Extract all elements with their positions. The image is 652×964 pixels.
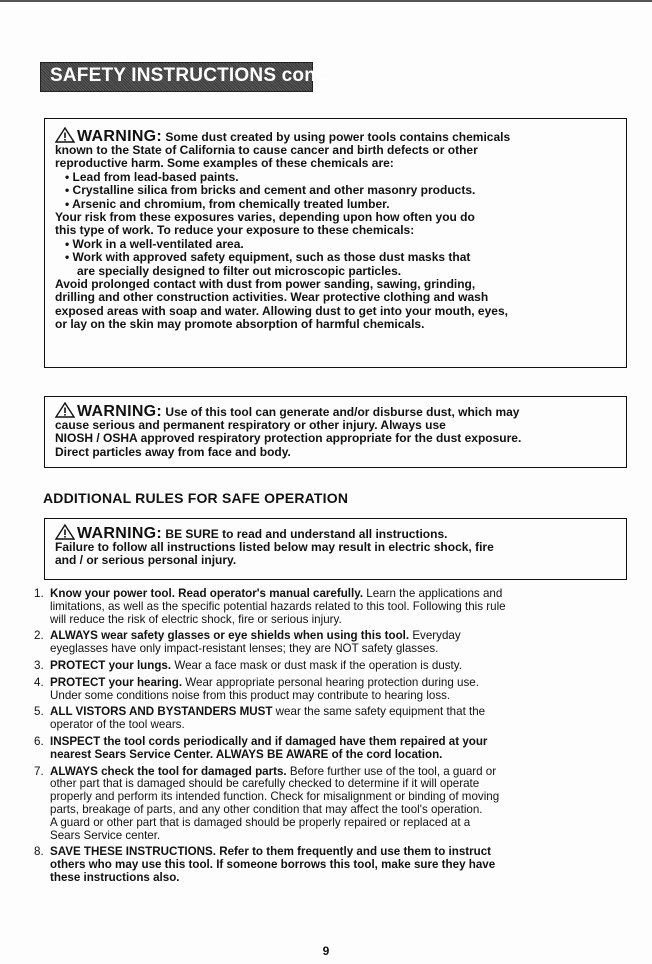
rule-text: will reduce the risk of electric shock, fire or serious injury. — [50, 612, 342, 626]
rule-item — [34, 846, 634, 884]
rule-bold: INSPECT the tool cords periodically and if damaged have them repaired at your — [50, 734, 488, 748]
rule-item — [34, 706, 634, 732]
section-heading: ADDITIONAL RULES FOR SAFE OPERATION — [43, 490, 349, 506]
warning-label: WARNING: — [77, 403, 163, 420]
rule-text: operator of the tool wears. — [50, 718, 185, 732]
rule-bold: these instructions also. — [50, 870, 180, 884]
rule-item — [34, 660, 634, 673]
section-banner — [40, 62, 329, 92]
rule-item — [34, 630, 634, 656]
rule-bold: SAVE THESE INSTRUCTIONS. Refer to them frequently and use them to instruct — [50, 845, 492, 859]
rule-number: 7. — [34, 764, 44, 778]
rule-text: Wear a face mask or dust mask if the operation is dusty. — [171, 658, 462, 672]
bullet-item: • Lead from lead-based paints. — [65, 169, 239, 184]
warning-text: Some dust created by using power tools contains chemicals — [165, 130, 511, 144]
rule-number: 8. — [34, 845, 44, 859]
warning-line: drilling and other construction activities. Wear protective clothing and wash — [55, 290, 489, 305]
warning-line: exposed areas with soap and water. Allowing dust to get into your mouth, eyes, — [55, 303, 508, 318]
rule-text: properly and perform its intended function. Check for misalignment or binding of moving — [50, 790, 500, 804]
rule-text: Under some conditions noise from this product may contribute to hearing loss. — [50, 688, 451, 702]
warning-header — [55, 524, 616, 541]
warning-line: Avoid prolonged contact with dust from power sanding, sawing, grinding, — [55, 277, 476, 292]
rule-bold: nearest Sears Service Center. ALWAYS BE AWARE of the cord location. — [50, 747, 443, 761]
rule-number: 1. — [34, 587, 44, 600]
rule-text: Learn the applications and — [363, 587, 503, 600]
rule-text: eyeglasses have only impact-resistant lenses; they are NOT safety glasses. — [50, 642, 439, 656]
rule-number: 2. — [34, 629, 44, 643]
warning-box-dust — [44, 396, 627, 468]
rule-text: limitations, as well as the specific potential hazards related to this tool. Following this rule — [50, 599, 506, 613]
rule-item — [34, 766, 634, 843]
rules-list — [34, 588, 634, 889]
rule-text: Everyday — [409, 629, 461, 643]
rule-text: Sears Service center. — [50, 828, 161, 842]
rule-bold: PROTECT your lungs. — [50, 658, 172, 672]
warning-triangle-icon — [55, 524, 75, 540]
rule-bold: ALWAYS check the tool for damaged parts. — [50, 764, 287, 778]
warning-line: Your risk from these exposures varies, depending upon how often you do — [55, 210, 475, 225]
rule-text: wear the same safety equipment that the — [272, 705, 486, 719]
warning-line: this type of work. To reduce your exposure to these chemicals: — [55, 223, 415, 238]
rule-bold: others who may use this tool. If someone borrows this tool, make sure they have — [50, 858, 496, 872]
banner-title: SAFETY INSTRUCTIONS cont. — [50, 65, 329, 86]
rule-number: 6. — [34, 734, 44, 748]
bullet-item: • Work in a well-ventilated area. — [65, 236, 244, 251]
warning-line: and / or serious personal injury. — [55, 553, 237, 568]
rule-bold: Know your power tool. Read operator's manual carefully. — [50, 587, 364, 600]
rule-item — [34, 588, 634, 626]
warning-label: WARNING: — [77, 128, 163, 145]
warning-box-chemicals — [44, 118, 627, 368]
top-rule — [0, 0, 652, 2]
warning-text: BE SURE to read and understand all instructions. — [165, 527, 448, 541]
warning-header — [55, 127, 616, 144]
warning-line: NIOSH / OSHA approved respiratory protection appropriate for the dust exposure. — [55, 431, 522, 446]
rule-bold: ALWAYS wear safety glasses or eye shields when using this tool. — [50, 629, 410, 643]
rule-number: 4. — [34, 675, 44, 689]
rule-text: Before further use of the tool, a guard or — [286, 764, 497, 778]
rule-text: A guard or other part that is damaged should be properly repaired or replaced at a — [50, 815, 471, 829]
warning-line: reproductive harm. Some examples of these chemicals are: — [55, 156, 394, 171]
rule-text: parts, breakage of parts, and any other condition that may affect the tool's operation. — [50, 802, 483, 816]
bullet-item: • Crystalline silica from bricks and cement and other masonry products. — [65, 183, 476, 198]
warning-triangle-icon — [55, 127, 75, 143]
rule-item — [34, 677, 634, 703]
rule-bold: ALL VISTORS AND BYSTANDERS MUST — [50, 705, 273, 719]
warning-line: Direct particles away from face and body. — [55, 444, 291, 459]
warning-line: Failure to follow all instructions listed below may result in electric shock, fire — [55, 540, 494, 554]
warning-box-instructions — [44, 518, 627, 580]
warning-line: cause serious and permanent respiratory or other injury. Always use — [55, 418, 446, 432]
page-number: 9 — [322, 944, 330, 958]
warning-triangle-icon — [55, 402, 75, 418]
warning-label: WARNING: — [77, 525, 163, 542]
warning-line: or lay on the skin may promote absorption of harmful chemicals. — [55, 317, 425, 332]
warning-header — [55, 402, 616, 419]
rule-number: 3. — [34, 658, 44, 672]
rule-text: other part that is damaged should be carefully checked to determine if it will operate — [50, 777, 480, 791]
warning-text: Use of this tool can generate and/or disburse dust, which may — [165, 405, 520, 419]
rule-number: 5. — [34, 705, 44, 719]
bullet-item: • Arsenic and chromium, from chemically treated lumber. — [65, 196, 390, 211]
rule-text: Wear appropriate personal hearing protection during use. — [182, 675, 479, 689]
rule-item — [34, 736, 634, 762]
warning-line: known to the State of California to cause cancer and birth defects or other — [55, 143, 478, 157]
bullet-item-cont: are specially designed to filter out microscopic particles. — [77, 263, 402, 278]
rule-bold: PROTECT your hearing. — [50, 675, 183, 689]
bullet-item: • Work with approved safety equipment, such as those dust masks that — [65, 250, 471, 265]
